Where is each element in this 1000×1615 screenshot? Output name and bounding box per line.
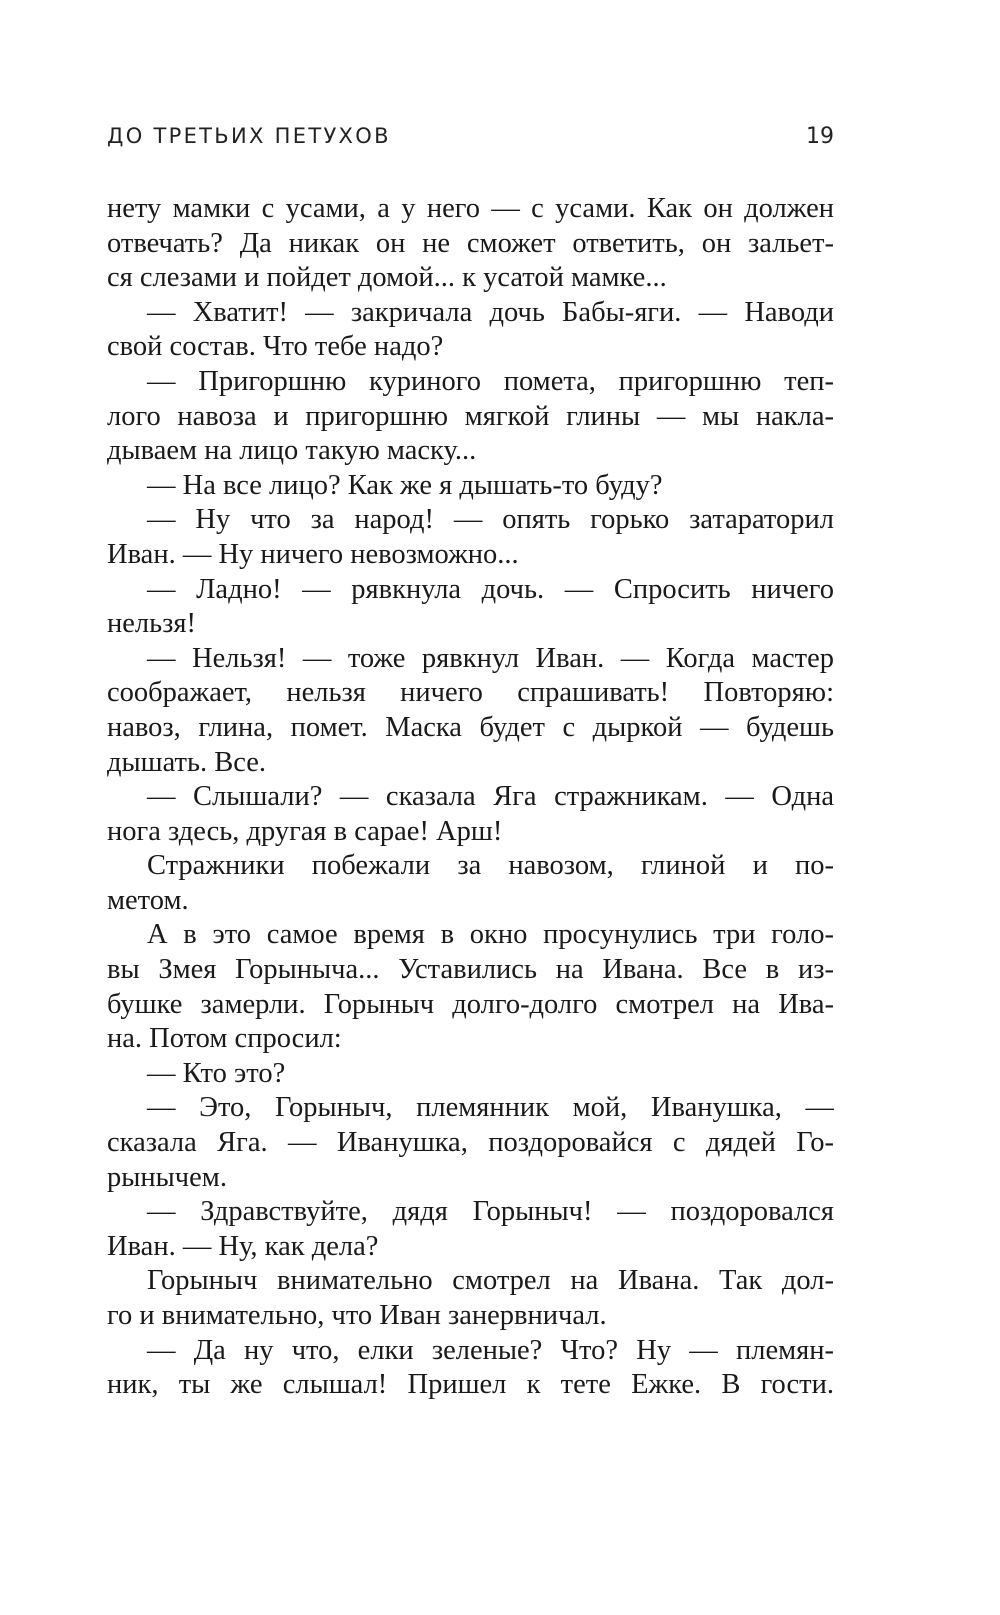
text-line: — Нельзя! — тоже рявкнул Иван. — Когда мастер <box>147 642 834 674</box>
text-line: го и внимательно, что Иван занервничал. <box>107 1300 607 1331</box>
text-line: дываем на лицо такую маску... <box>107 435 477 467</box>
text-line: — Да ну что, елки зеленые? Что? Ну — племян- <box>147 1334 834 1366</box>
text-line: на. Потом спросил: <box>107 1023 342 1055</box>
text-line: лого навоза и пригоршню мягкой глины — мы накла- <box>107 400 834 432</box>
text-line: бушке замерли. Горыныч долго-долго смотрел на Ива- <box>107 988 834 1020</box>
running-title: ДО ТРЕТЬИХ ПЕТУХОВ <box>107 124 391 148</box>
text-line: — Здравствуйте, дядя Горыныч! — поздоровался <box>147 1196 834 1228</box>
text-line: А в это самое время в окно просунулись три голо- <box>147 919 834 951</box>
text-line: — Слышали? — сказала Яга стражникам. — Одна <box>147 781 834 813</box>
body-text <box>107 192 834 1403</box>
text-line: соображает, нельзя ничего спрашивать! Повторяю: <box>107 677 834 709</box>
page-number: 19 <box>806 124 834 149</box>
text-line: — Ну что за народ! — опять горько затараторил <box>147 504 834 536</box>
text-line: ник, ты же слышал! Пришел к тете Ежке. В гости. <box>107 1369 834 1401</box>
text-line: вы Змея Горыныча... Уставились на Ивана. Все в из- <box>107 954 834 986</box>
text-line: — На все лицо? Как же я дышать-то буду? <box>147 469 663 501</box>
text-line: нога здесь, другая в сарае! Арш! <box>107 815 503 847</box>
running-head <box>107 124 834 154</box>
text-line: сказала Яга. — Иванушка, поздоровайся с дядей Го- <box>107 1127 834 1159</box>
text-line: свой состав. Что тебе надо? <box>107 331 444 363</box>
text-line: нельзя! <box>107 608 196 640</box>
text-line: Горыныч внимательно смотрел на Ивана. Так дол- <box>147 1265 834 1297</box>
text-line: — Хватит! — закричала дочь Бабы-яги. — Наводи <box>147 296 834 328</box>
text-line: ся слезами и пойдет домой... к усатой мамке... <box>107 262 667 294</box>
text-line: навоз, глина, помет. Маска будет с дыркой — будешь <box>107 711 834 743</box>
book-page <box>107 0 834 1615</box>
text-line: — Кто это? <box>147 1057 286 1089</box>
text-line: — Ладно! — рявкнула дочь. — Спросить ничего <box>147 573 834 605</box>
text-line: отвечать? Да никак он не сможет ответить, он зальет- <box>107 227 834 259</box>
text-line: Иван. — Ну ничего невозможно... <box>107 538 519 570</box>
text-line: Стражники побежали за навозом, глиной и по- <box>147 850 834 882</box>
text-line: Иван. — Ну, как дела? <box>107 1230 379 1262</box>
text-line: дышать. Все. <box>107 746 266 778</box>
text-line: рынычем. <box>107 1161 227 1193</box>
text-line: — Это, Горыныч, племянник мой, Иванушка, — <box>147 1092 834 1124</box>
text-line: метом. <box>107 884 189 916</box>
text-line: — Пригоршню куриного помета, пригоршню теп- <box>147 365 834 397</box>
text-line: нету мамки с усами, а у него — с усами. Как он должен <box>107 193 834 224</box>
